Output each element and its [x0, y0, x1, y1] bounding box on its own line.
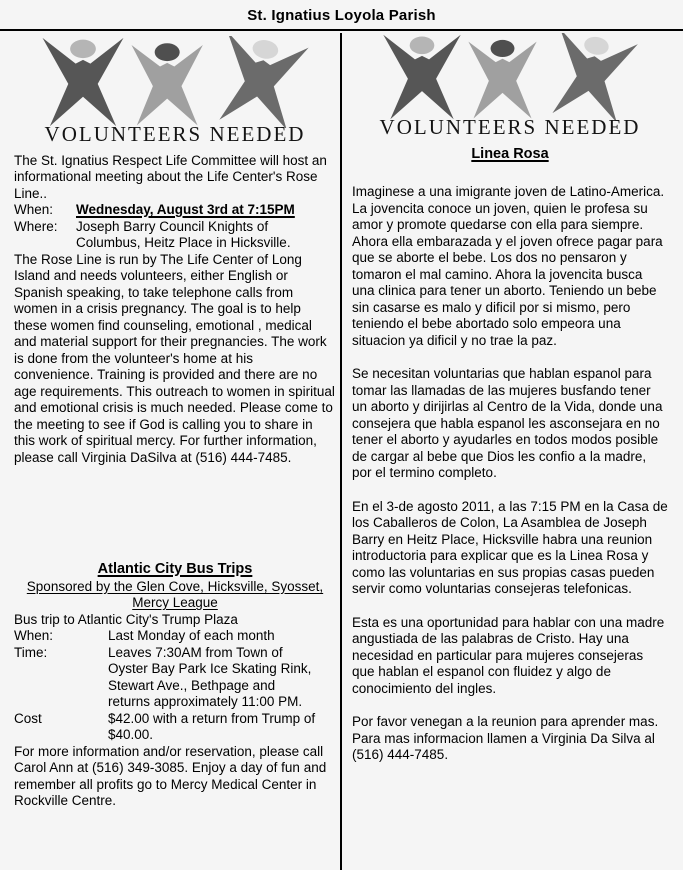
bus-when-label: When: [14, 628, 54, 643]
bus-time-label: Time: [14, 644, 48, 660]
meeting-where-row [14, 219, 336, 252]
bus-trips-footer: For more information and/or reservation, please call Carol Ann at (516) 349-3085. Enjoy a day of fun and remember all profits go to Mercy Medical Center in Rockville Centre. [14, 743, 327, 808]
bus-time-row [14, 645, 336, 711]
volunteers-needed-clipart-left [14, 36, 336, 146]
linea-rosa-paragraph: Por favor venegan a la reunion para aprender mas. Para mas informacion llamen a Virginia Da Silva al (516) 444-7485. [352, 714, 659, 762]
meeting-date: Wednesday, August 3rd at 7:15PM [76, 202, 295, 217]
when-value [76, 202, 336, 219]
linea-rosa-paragraph: Esta es una oportunidad para hablar con una madre angustiada de las palabras de Cristo. Hay una necesidad en particular para mujeres consejeras que hablan el espanol con fluidez y algo de conocimiento del ingles. [352, 614, 665, 696]
linea-rosa-paragraph: En el 3-de agosto 2011, a las 7:15 PM en la Casa de los Caballeros de Colon, La Asamblea de Joseph Barry en Heitz Place, Hicksville habra una reunion introductoria para explicar que es la Linea Rosa y como las voluntarias en sus propias casas pueden servir como voluntarias consejeras telefonicas. [352, 498, 668, 596]
parish-header [0, 0, 683, 31]
volunteers-needed-caption: VOLUNTEERS NEEDED [44, 122, 306, 146]
star-people-icon [25, 36, 325, 128]
right-column [352, 33, 668, 781]
volunteers-needed-clipart-right [352, 33, 668, 139]
bus-when-value: Last Monday of each month [108, 628, 275, 643]
when-label: When: [14, 202, 54, 217]
linea-rosa-title: Linea Rosa [471, 145, 549, 162]
star-people-icon [363, 33, 657, 121]
where-value: Joseph Barry Council Knights of Columbus, Heitz Place in Hicksville. [76, 218, 291, 250]
left-column [14, 36, 336, 810]
bus-cost-label: Cost [14, 710, 42, 726]
bus-when-row [14, 628, 336, 645]
bus-trips-title: Atlantic City Bus Trips [97, 561, 253, 577]
bus-time-value: Leaves 7:30AM from Town of Oyster Bay Park Ice Skating Rink, Stewart Ave., Bethpage and returns approximately 11:00 PM. [108, 644, 312, 709]
bus-trips-intro: Bus trip to Atlantic City's Trump Plaza [14, 611, 238, 627]
linea-rosa-paragraph: Se necesitan voluntarias que hablan espanol para tomar las llamadas de las mujeres busfando tener un aborto y dirijirlas al Centro de la Vida, donde una consejera que habla espanol les asconsejara en no tener el aborto y ayudarles en todos modos posible de cargar al bebe que Dios les confio a la madre, por el termino completo. [352, 366, 663, 480]
column-divider-line [340, 33, 342, 870]
bus-cost-row [14, 711, 336, 744]
meeting-when-row [14, 202, 336, 219]
where-label: Where: [14, 218, 58, 234]
rose-line-description: The Rose Line is run by The Life Center of Long Island and needs volunteers, either English or Spanish speaking, to take telephone calls from women in a crisis pregnancy. The goal is to help these women find counseling, emotional , medical and material support for their pregnancies. The work is done from the volunteer's home at his convenience. Training is provided and there are no age requirements. This outreach to women in spiritual and emotional crisis is much needed. Please come to the meeting to see if God is calling you to share in this work of spiritual mercy. For further information, please call Virginia DaSilva at (516) 444-7485. [14, 251, 335, 465]
bus-trips-section [14, 561, 336, 810]
linea-rosa-paragraph: Imaginese a una imigrante joven de Latino-America. La jovencita conoce un joven, quien le profesa su amor y promote quedarse con ella para siempre. Ahora ella embarazada y el joven ofrece pagar para que se aborte el bebe. Los dos no pensaron y tomaron el mal camino. Ahora la jovencita busca una clinica para tener un aborto. Teniendo un bebe sin casarse es malo y dificil por si mismo, pero teniendo el bebe abortado solo empeora una situacion ya dificil y no trae la paz. [352, 184, 665, 348]
page-title: St. Ignatius Loyola Parish [247, 7, 436, 24]
volunteers-needed-caption: VOLUNTEERS NEEDED [379, 115, 641, 139]
bus-trips-subtitle: Sponsored by the Glen Cove, Hicksville, Syosset, Mercy League [26, 578, 324, 610]
bus-cost-value: $42.00 with a return from Trump of $40.00. [108, 710, 316, 742]
respect-life-intro: The St. Ignatius Respect Life Committee will host an informational meeting about the Life Center's Rose Line.. [14, 152, 327, 201]
